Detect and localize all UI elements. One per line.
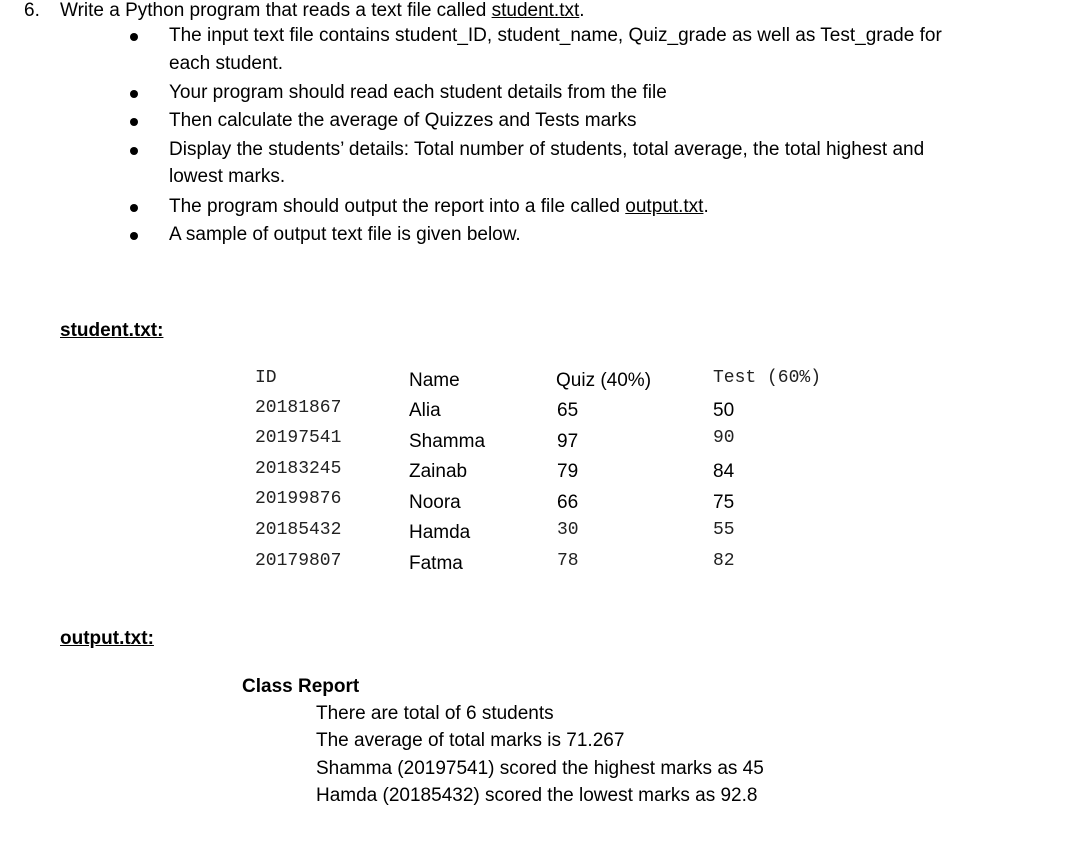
bullet-3: Then calculate the average of Quizzes and Tests marks xyxy=(169,110,637,131)
row-6-test: 82 xyxy=(713,551,735,571)
question-title-prefix: Write a Python program that reads a text file called xyxy=(60,0,492,21)
report-line-highest: Shamma (20197541) scored the highest marks as 45 xyxy=(316,758,764,779)
bullet-icon xyxy=(130,33,138,41)
bullet-5-prefix: The program should output the report into a file called xyxy=(169,196,626,217)
bullet-6: A sample of output text file is given below. xyxy=(169,224,521,245)
student-file-label: student.txt: xyxy=(60,320,164,341)
question-title-suffix: . xyxy=(579,0,585,21)
row-6-id: 20179807 xyxy=(255,551,342,571)
bullet-icon xyxy=(130,90,138,98)
question-number: 6. xyxy=(24,0,40,21)
row-3-quiz: 79 xyxy=(557,461,579,482)
header-test: Test (60%) xyxy=(713,368,822,388)
report-line-lowest: Hamda (20185432) scored the lowest marks as 92.8 xyxy=(316,785,758,806)
row-1-id: 20181867 xyxy=(255,398,342,418)
question-title xyxy=(60,0,585,22)
report-line-average: The average of total marks is 71.267 xyxy=(316,730,625,751)
row-1-test: 50 xyxy=(713,400,735,421)
bullet-1-line-2: each student. xyxy=(169,53,284,74)
row-1-name: Alia xyxy=(409,400,441,421)
bullet-icon xyxy=(130,204,138,212)
bullet-4-line-1: Display the students’ details: Total number of students, total average, the total highest and xyxy=(169,139,925,160)
row-4-quiz: 66 xyxy=(557,492,579,513)
output-file-label: output.txt: xyxy=(60,628,154,649)
row-3-test: 84 xyxy=(713,461,735,482)
bullet-1-line-1: The input text file contains student_ID, student_name, Quiz_grade as well as Test_grade for xyxy=(169,25,942,46)
row-2-id: 20197541 xyxy=(255,428,342,448)
row-6-name: Fatma xyxy=(409,553,463,574)
question-title-file: student.txt xyxy=(491,0,580,21)
row-5-test: 55 xyxy=(713,520,735,540)
row-3-name: Zainab xyxy=(409,461,468,482)
row-4-test: 75 xyxy=(713,492,735,513)
header-quiz: Quiz (40%) xyxy=(556,370,652,391)
bullet-5-suffix: . xyxy=(703,196,709,217)
row-2-quiz: 97 xyxy=(557,431,579,452)
bullet-5 xyxy=(169,196,709,218)
header-name: Name xyxy=(409,370,460,391)
row-4-id: 20199876 xyxy=(255,489,342,509)
bullet-icon xyxy=(130,118,138,126)
bullet-icon xyxy=(130,232,138,240)
row-1-quiz: 65 xyxy=(557,400,579,421)
bullet-5-file: output.txt xyxy=(625,196,704,217)
row-5-quiz: 30 xyxy=(557,520,579,540)
bullet-2: Your program should read each student details from the file xyxy=(169,82,667,103)
report-title: Class Report xyxy=(242,676,360,697)
row-4-name: Noora xyxy=(409,492,461,513)
row-2-name: Shamma xyxy=(409,431,486,452)
row-2-test: 90 xyxy=(713,428,735,448)
row-5-name: Hamda xyxy=(409,522,471,543)
row-6-quiz: 78 xyxy=(557,551,579,571)
bullet-icon xyxy=(130,147,138,155)
row-3-id: 20183245 xyxy=(255,459,342,479)
bullet-4-line-2: lowest marks. xyxy=(169,166,286,187)
row-5-id: 20185432 xyxy=(255,520,342,540)
report-line-total-students: There are total of 6 students xyxy=(316,703,554,724)
header-id: ID xyxy=(255,368,277,388)
